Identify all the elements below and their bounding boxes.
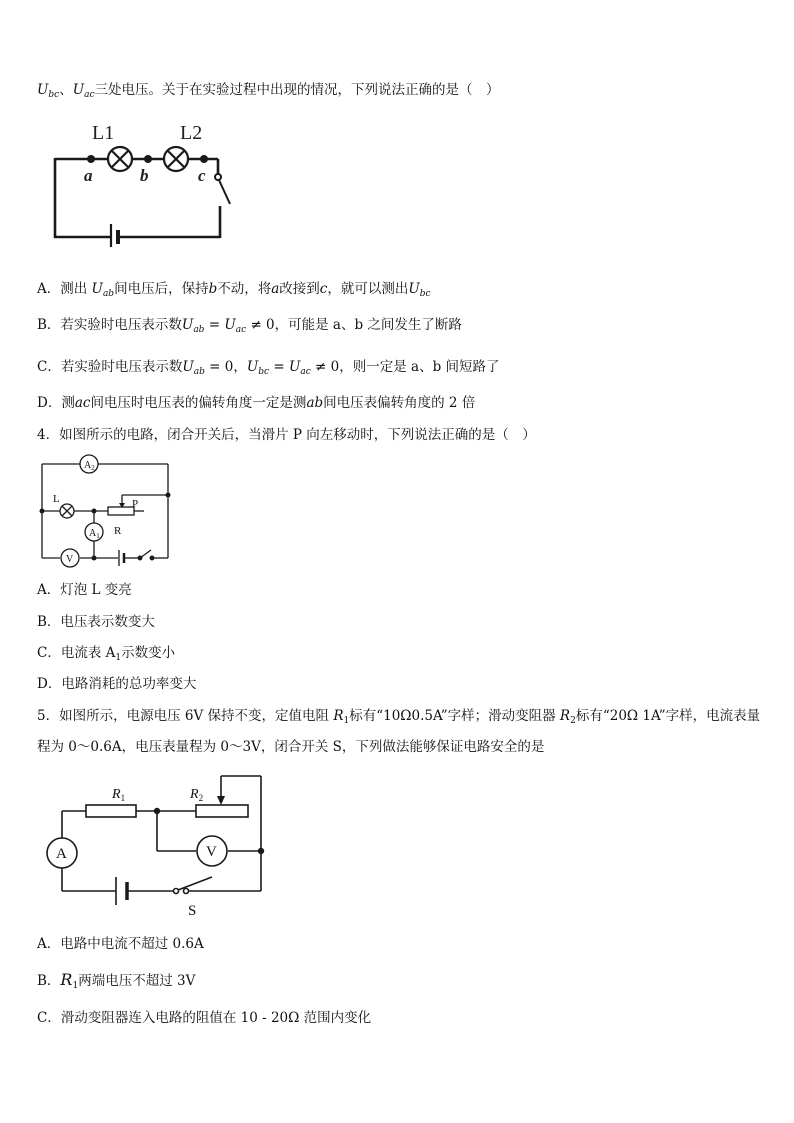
- q4-option-c-text: 示数变小: [121, 645, 176, 661]
- q3-option-c-formula-sub: bc: [258, 367, 270, 377]
- q3-option-c-formula: =: [269, 359, 289, 375]
- q3-option-d-text: 间电压时电压表的偏转角度一定是测: [90, 395, 307, 411]
- q3-option-c-formula: U: [182, 359, 194, 375]
- q5-node: [258, 848, 264, 854]
- q3-option-a-var: b: [208, 281, 218, 297]
- q3-option-a-var-sub: bc: [419, 289, 431, 299]
- q5-stem-var: R: [559, 708, 571, 724]
- q4-lamp-l: [60, 504, 74, 518]
- q4-ammeter-a1: [85, 523, 103, 541]
- q4-ammeter-a1-label: $A_1$: [89, 528, 100, 540]
- q3-label-l2: L2: [180, 122, 203, 144]
- q5-circuit-diagram: [38, 772, 274, 917]
- q3-option-b-text: B．若实验时电压表示数: [37, 317, 182, 333]
- q5-label-s: S: [188, 903, 197, 917]
- q5-battery: [116, 877, 127, 905]
- q5-option-c: C．滑动变阻器连入电路的阻值在 10 - 20Ω 范围内变化: [37, 1010, 372, 1026]
- q3-option-a-text: 不动，将: [217, 281, 272, 297]
- q3-option-a-text: A．测出: [37, 281, 88, 297]
- q4-ammeter-a2-label: $A_2$: [84, 460, 95, 472]
- q3-option-d-var: ac: [74, 395, 91, 411]
- q3-option-a-var: U: [408, 281, 420, 297]
- q4-node: [92, 509, 97, 514]
- q5-option-b: [37, 970, 195, 996]
- q3-option-c-formula: ≠ 0: [310, 359, 340, 375]
- q3-option-b-text: ，可能是 a、b 之间发生了断路: [274, 317, 462, 333]
- q3-option-c-formula: = 0: [204, 359, 234, 375]
- q5-label-r2: $R_2$: [190, 787, 204, 803]
- q3-option-c: [37, 357, 500, 382]
- q5-node: [154, 808, 160, 814]
- q3-option-a-var: U: [91, 281, 103, 297]
- q3-node-b: [144, 155, 152, 163]
- q3-option-a-var: a: [271, 281, 280, 297]
- q5-ammeter-label: A: [56, 846, 67, 862]
- q4-label-p: P: [132, 498, 139, 510]
- q5-option-b-var: R: [60, 970, 73, 989]
- q5-stem-text: 标有“20Ω 1A”字样，电流表量: [575, 708, 761, 724]
- q3-node-c: [200, 155, 208, 163]
- q3-option-b: [37, 315, 462, 340]
- q4-voltmeter-label: V: [66, 554, 74, 565]
- q3-intro-sep: 、: [59, 82, 73, 98]
- q4-ammeter-a2: [80, 455, 98, 473]
- q4-label-l: L: [53, 493, 60, 505]
- q3-intro-var-uac: U: [72, 82, 85, 98]
- q3-intro-var-ubc-sub: bc: [48, 90, 60, 100]
- q5-rheostat-r2: [196, 805, 248, 817]
- q5-option-b-text: 两端电压不超过 3V: [78, 973, 196, 989]
- q4-option-c: [37, 643, 175, 668]
- q3-label-l1: L1: [92, 122, 115, 144]
- q5-ammeter: [47, 838, 77, 868]
- q3-label-c: c: [198, 166, 206, 185]
- q4-option-c-sub: 1: [115, 653, 122, 663]
- q3-option-c-text: ，则一定是 a、b 间短路了: [339, 359, 500, 375]
- q3-label-b: b: [140, 166, 149, 185]
- q3-battery: [111, 224, 118, 247]
- q3-option-a-var-sub: ab: [102, 289, 115, 299]
- q4-option-d: D．电路消耗的总功率变大: [37, 676, 197, 692]
- q4-option-c-text: C．电流表 A: [37, 645, 116, 661]
- q3-option-c-formula-sub: ab: [193, 367, 205, 377]
- q4-voltmeter: [61, 549, 79, 567]
- q4-option-a: A．灯泡 L 变亮: [37, 582, 132, 598]
- q3-lamp-l1: [108, 147, 132, 171]
- q3-switch: [215, 174, 230, 204]
- q3-circuit-diagram: [40, 112, 250, 247]
- q3-intro-var-ubc: U: [37, 82, 49, 98]
- q3-option-b-formula: =: [204, 317, 225, 333]
- q4-label-r: R: [114, 525, 122, 537]
- q4-circuit-diagram: [36, 452, 176, 572]
- q4-node: [166, 493, 171, 498]
- q5-stem-var: R: [333, 708, 344, 724]
- q3-option-a-text: 间电压后，保持: [114, 281, 209, 297]
- q5-voltmeter-label: V: [206, 844, 217, 860]
- q3-option-d: [37, 393, 475, 413]
- q3-option-c-text: C．若实验时电压表示数: [37, 359, 183, 375]
- q3-option-a-text: 改接到: [279, 281, 320, 297]
- q3-intro-text: 三处电压。关于在实验过程中出现的情况，下列说法正确的是（ ）: [94, 82, 500, 98]
- q3-label-a: a: [84, 166, 93, 185]
- q4-option-b: B．电压表示数变大: [37, 614, 155, 630]
- q5-stem-line2: 程为 0～0.6A，电压表量程为 0～3V，闭合开关 S，下列做法能够保证电路安全的是: [37, 739, 545, 755]
- q3-option-d-var: ab: [306, 395, 324, 411]
- q4-battery: [119, 550, 124, 566]
- q5-label-r1: $R_1$: [112, 787, 126, 803]
- q3-option-a: [37, 279, 431, 304]
- q5-stem-line1: [37, 706, 760, 731]
- q3-option-c-text: ，: [233, 359, 247, 375]
- q5-stem-text: 5．如图所示，电源电压 6V 保持不变，定值电阻: [37, 708, 334, 724]
- q3-option-b-formula-sub: ab: [193, 325, 205, 335]
- q3-intro-var-uac-sub: ac: [84, 90, 95, 100]
- q3-option-b-formula: ≠ 0: [246, 317, 275, 333]
- q3-option-b-formula: U: [181, 317, 194, 333]
- q3-option-c-formula-sub: ac: [300, 367, 311, 377]
- q4-stem: 4．如图所示的电路，闭合开关后，当滑片 P 向左移动时，下列说法正确的是（ ）: [37, 427, 536, 443]
- q3-option-a-text: ，就可以测出: [327, 281, 409, 297]
- q3-option-b-formula: U: [224, 317, 236, 333]
- q5-stem-var-sub: 2: [570, 716, 576, 726]
- q4-switch: [138, 550, 154, 560]
- q5-option-b-var-sub: 1: [72, 981, 79, 991]
- q5-slider-arrow: [217, 796, 225, 805]
- q3-intro-line: [37, 80, 500, 105]
- q5-voltmeter: [197, 836, 227, 866]
- q3-option-d-text: 间电压表偏转角度的 2 倍: [323, 395, 476, 411]
- q3-option-c-formula: U: [288, 359, 301, 375]
- q4-node: [40, 509, 45, 514]
- q5-option-a: A．电路中电流不超过 0.6A: [37, 936, 204, 952]
- q5-stem-var-sub: 1: [343, 716, 350, 726]
- q4-rheostat-r: [108, 507, 134, 515]
- q5-option-b-text: B．: [37, 973, 61, 989]
- q5-stem-text: 标有“10Ω0.5A”字样；滑动变阻器: [349, 708, 560, 724]
- q5-resistor-r1: [86, 805, 136, 817]
- q4-node: [92, 556, 97, 561]
- q3-option-b-formula-sub: ac: [235, 325, 247, 335]
- q3-node-a: [87, 155, 95, 163]
- q3-option-d-text: D．测: [37, 395, 75, 411]
- q3-lamp-l2: [164, 147, 188, 171]
- q3-option-c-formula: U: [246, 359, 259, 375]
- q3-option-a-var: c: [319, 281, 328, 297]
